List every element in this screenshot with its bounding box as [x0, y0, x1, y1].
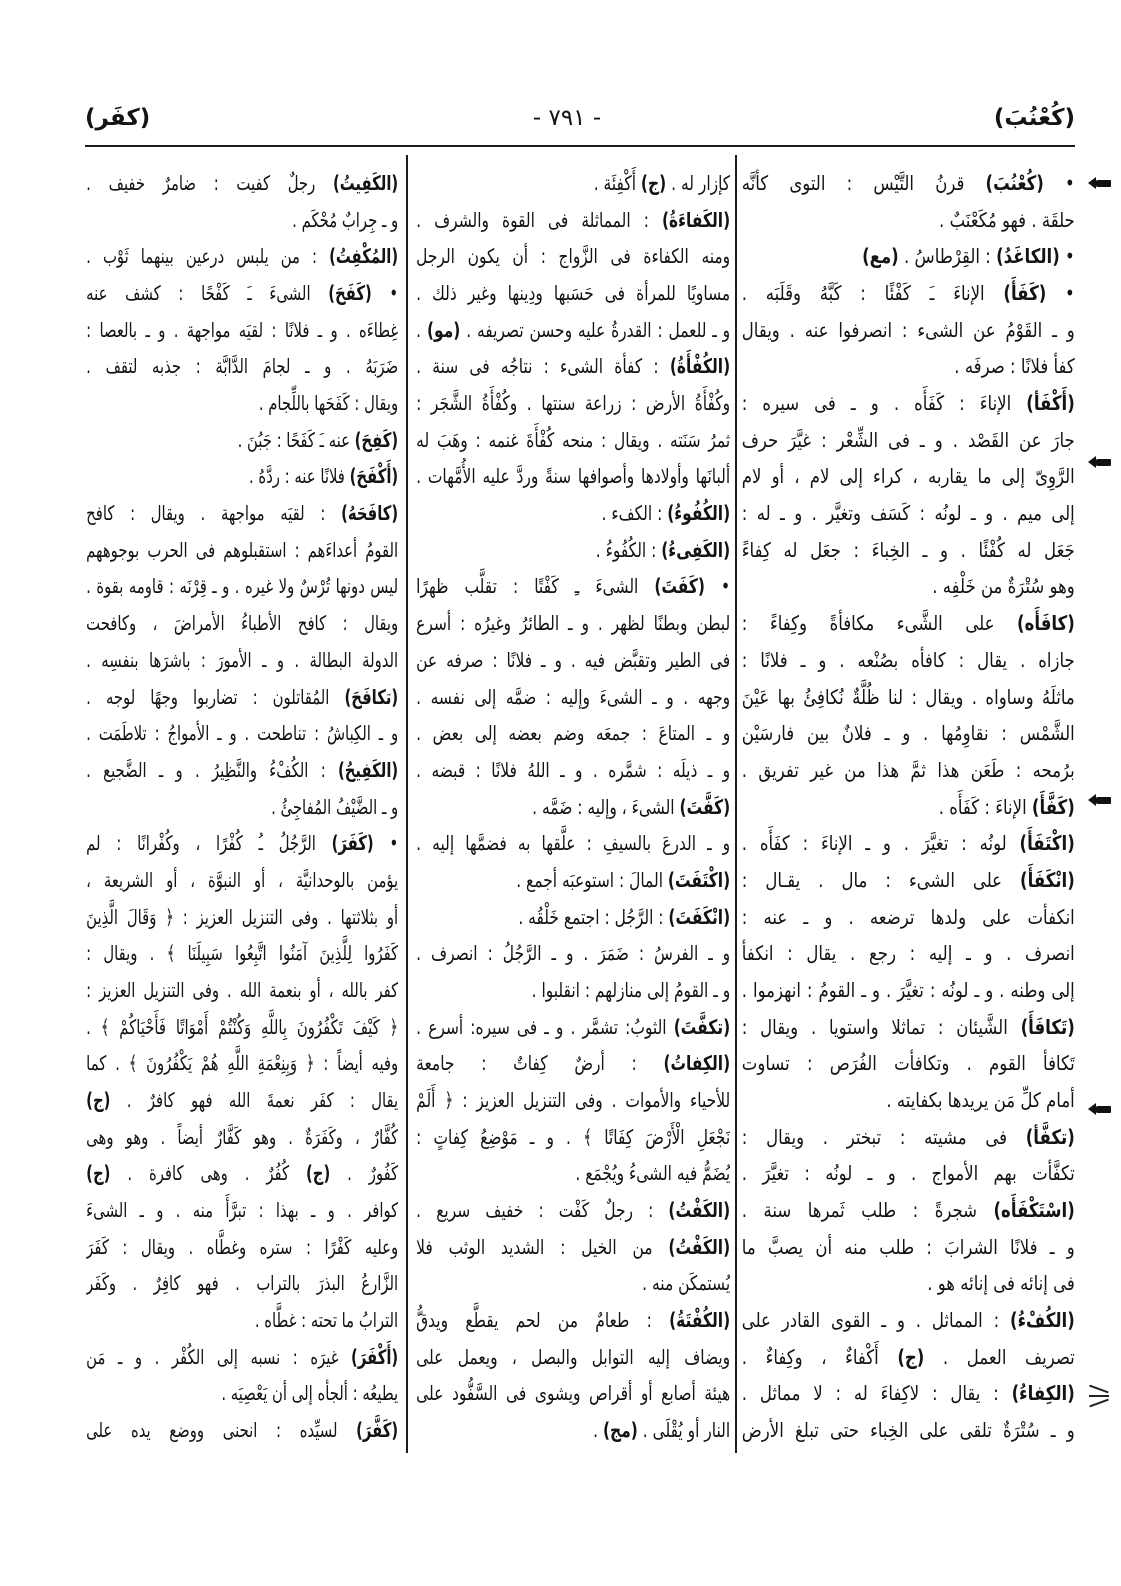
- right-column-line: (اكْتَفَأَ) لونُه : تغيَّرَ . و ـ الإناءَ : كفَأَه .: [742, 831, 1075, 856]
- middle-column-line: و ـ الفرسُ : ضَمَرَ . و ـ الرَّجُلُ : انصرف .: [416, 941, 730, 966]
- headword: (الكَفِىءُ): [661, 537, 730, 562]
- right-column-line: • (كَفَأَ) الإناءَ ـَ كَفْئًا : كَبَّهُ وقَلَبَه .: [742, 281, 1075, 306]
- right-column-line: فى إنائه فى إنائه هو .: [927, 1271, 1075, 1296]
- middle-column-line: مساويًا للمرأة فى حَسَبها ودِينها وغير ذلك .: [416, 281, 730, 306]
- headword: (الكِفاتُ): [663, 1051, 730, 1076]
- middle-column-line: لبطن وبطنًا لظهر . و ـ الطائرُ وغيرُه : أسرع: [416, 611, 730, 636]
- right-column-line: • (كُعْنُبَ) قرنُ التَّيْس : التوى كأنَّه: [742, 171, 1075, 195]
- headword: (تكفَّتَ): [673, 1014, 730, 1039]
- headword: (أَكْفَرَ): [350, 1344, 398, 1369]
- right-column-line: إلى ميم . و ـ لونُه : كَسَف وتغيَّر . و ـ له :: [742, 501, 1075, 526]
- headword: (كَفَّأَ): [1032, 794, 1075, 819]
- right-column-line: (كافَأَه) على الشَّىء مكافأةً وكِفاءً :: [742, 611, 1075, 636]
- headword: (كافَحَهُ): [340, 501, 398, 526]
- left-column-line: (الكَفِيحُ) : الكُفْءُ والنَّظِيرُ . و ـ الضَّجيع .: [86, 757, 398, 782]
- right-column-line: أمام كلِّ مَن يريدها بكفايته .: [886, 1088, 1075, 1112]
- right-column-line: (انْكَفَأَ) على الشىء : مال . يقـال :: [742, 867, 1075, 892]
- left-column-line: ﴿ كَيْفَ تَكْفُرُونَ بِاللَّهِ وَكُنْتُمْ أَمْوَاتًا فَأَحْيَاكُمْ ﴾ .: [86, 1014, 398, 1039]
- left-column-line: (كَفَّرَ) لسيِّده : انحنى ووضع يده على: [86, 1418, 398, 1443]
- right-column-line: (تكفَّأ) فى مشيته : تبختر . ويقال :: [742, 1124, 1075, 1149]
- middle-column-line: (كَفَّتَ) الشىءَ ، وإليه : ضَمَّه .: [532, 794, 730, 819]
- column-divider-right: [735, 155, 737, 1453]
- right-column-line: إلى وطنه . و ـ لونُه : تغيَّرَ . و ـ القومُ : انهزموا .: [742, 977, 1075, 1002]
- right-column-line: جازاه . يقال : كافأه بصُنْعه . و ـ فلانًا :: [742, 647, 1075, 672]
- headword: (اكْتَفَتَ): [667, 867, 730, 892]
- left-column-line: ليس دونها تُرْسٌ ولا غيره . و ـ قِرْنَه : قاومه بقوة .: [86, 574, 398, 599]
- middle-column-line: (الكُفْأَةُ) : كفأة الشىء : نتاجُه فى سنة .: [416, 354, 730, 379]
- right-column-line: وهو سُتْرَةٌ من خَلْفِه .: [932, 574, 1075, 599]
- headword: (كَفِحَ): [354, 427, 398, 452]
- right-column-line: ماثلَهُ وساواه . ويقال : لنا ظُلَّةٌ نُكافِئُ بها عَيْنَ: [742, 684, 1075, 709]
- headword: (اسْتَكْفَأَه): [993, 1198, 1075, 1223]
- right-column-line: (كَفَّأَ) الإناءَ : كَفَأَه .: [938, 794, 1075, 819]
- running-head-last-entry: (كفَر): [85, 105, 151, 131]
- headword: (مو): [426, 317, 461, 342]
- headword: (كَفَأَ): [1003, 281, 1047, 306]
- middle-column-line: (الكُفُوءُ) : الكفء .: [601, 501, 730, 526]
- column-left: [86, 165, 398, 1449]
- right-column-line: تكفَّأت بهم الأمواج . و ـ لونُه : تغيَّرَ .: [742, 1161, 1075, 1186]
- right-column-line: و ـ فلانًا الشرابَ : طلب منه أن يصبَّ ما: [742, 1234, 1075, 1259]
- page-number: - ٧٩١ -: [532, 105, 602, 131]
- middle-column-line: للأحياء والأموات . وفى التنزيل العزيز : ﴿ أَلَمْ: [416, 1088, 730, 1112]
- left-column-line: (أَكْفَحَ) فلانًا عنه : ردَّهُ .: [248, 464, 398, 489]
- headword: (ج): [640, 171, 667, 195]
- middle-column-line: (الكَفِىءُ) : الكُفُوءُ .: [595, 537, 730, 562]
- left-column-line: كَفَرُوا لِلَّذِينَ آمَنُوا اتَّبِعُوا سَبِيلَنَا ﴾ . ويقال :: [86, 941, 398, 966]
- headword: (الكَفِيحُ): [337, 757, 398, 782]
- headword: (الكُفْءُ): [1010, 1308, 1075, 1333]
- right-column-line: كفأ فلانًا : صرفَه .: [954, 354, 1075, 379]
- right-column-line: برُمحه : طَعَن هذا ثمَّ هذا من غير تفريق .: [742, 757, 1075, 782]
- headword: (ج): [897, 1344, 925, 1369]
- headword: (كُعْنُبَ): [985, 171, 1045, 195]
- left-column-line: الزَّارعُ البذرَ بالتراب . فهو كافِرٌ . وكَفَر: [86, 1271, 398, 1296]
- left-column-line: و ـ الضَّيْفُ المُفاجِئُ .: [270, 794, 398, 819]
- left-column-line: وعليه كَفْرًا : ستره وغطَّاه . ويقال : كَفَرَ: [86, 1234, 398, 1259]
- middle-column-line: (الكِفاتُ) : أرضٌ كِفاتٌ : جامعة: [416, 1051, 730, 1076]
- middle-column-line: و ـ ذيلَه : شمَّره . و ـ اللهُ فلانًا : قبضه .: [416, 757, 730, 782]
- left-column-line: (كافَحَهُ) : لقيَه مواجهة . ويقال : كافح: [86, 501, 398, 526]
- left-column-line: غِطاءَه . و ـ فلانًا : لقيَه مواجهة . و ـ بالعصا :: [86, 317, 398, 342]
- right-column-line: انكفأت على ولدها ترضعه . و ـ عنه :: [742, 904, 1075, 929]
- left-column-line: • (كَفَحَ) الشىءَ ـَ كَفْحًا : كشف عنه: [86, 281, 398, 306]
- middle-column-line: يُستمكَن منه .: [642, 1271, 730, 1296]
- headword: (كَفَحَ): [328, 281, 372, 306]
- headword: (الكُفُوءُ): [667, 501, 730, 526]
- headword: (ج): [86, 1161, 111, 1186]
- left-column-line: كُفَّارٌ ، وكَفَرَةٌ . وهو كَفَّارٌ أيضاً . وهو وهى: [86, 1124, 398, 1149]
- header-rule: [85, 145, 1075, 147]
- middle-column-line: و ـ القومُ إلى منازلهم : انقلبوا .: [531, 977, 730, 1002]
- middle-column-line: وجهه . و ـ الشىءَ وإليه : ضمَّه إلى نفسه .: [416, 684, 730, 709]
- left-column-line: القومُ أعداءَهم : استقبلوهم فى الحرب بوجوههم: [86, 537, 398, 562]
- margin-bracket-mark: [1089, 1385, 1109, 1405]
- headword: (الكَفِيتُ): [332, 171, 398, 195]
- left-column-line: كوافر . و ـ بهذا : تبرَّأَ منه . و ـ الشىءَ: [86, 1198, 398, 1223]
- headword: (الكاغَدُ): [996, 244, 1060, 269]
- headword: (تَكافَأَ): [1020, 1014, 1075, 1039]
- headword: (تكافَحَ): [344, 684, 398, 709]
- middle-column-line: ويضاف إليه التوابل والبصل ، ويعمل على: [416, 1344, 730, 1369]
- left-column-line: كفر بالله ، أو بنعمة الله . وفى التنزيل العزيز :: [86, 977, 398, 1002]
- middle-column-line: (اكْتَفَتَ) المالَ : استوعبَه أجمع .: [516, 867, 730, 892]
- middle-column-line: هيئة أصابع أو أقراص ويشوى فى السَّفُّود على: [416, 1381, 730, 1406]
- margin-mark: [1095, 797, 1111, 804]
- headword: (الكَفْتُ): [668, 1198, 730, 1223]
- right-column-line: (الكُفْءُ) : المماثل . و ـ القوى القادر على: [742, 1308, 1075, 1333]
- left-column-line: كَفُورٌ . (ج) كُفُرٌ . وهى كافرة . (ج): [86, 1161, 398, 1186]
- headword: (كافَأَه): [1017, 611, 1075, 636]
- left-column-line: (أَكْفَرَ) غيرَه : نسبه إلى الكُفْر . و ـ مَن: [86, 1344, 398, 1369]
- right-column-line: جَعَل له كُفْئًا . و ـ الخِباءَ : جعَل له كِفاءً: [742, 537, 1075, 562]
- column-middle: [416, 165, 730, 1449]
- right-column-line: الرَّوِىّ إلى ما يقاربه ، كراء إلى لام ، أو لام: [742, 464, 1075, 489]
- right-column-line: (تَكافَأَ) الشَّيئان : تماثلا واستويا . ويقال :: [742, 1014, 1075, 1039]
- right-column-line: (اسْتَكْفَأَه) شجرةً : طلب ثَمرها سنة .: [742, 1198, 1075, 1223]
- middle-column-line: (تكفَّتَ) الثوبُ: تشمَّر . و ـ فى سيره: أسرع .: [416, 1014, 730, 1039]
- left-column-line: ويقال : كافح الأطباءُ الأمراضَ ، وكافحت: [86, 611, 398, 636]
- left-column-line: الترابُ ما تحته : غطَّاه .: [254, 1308, 398, 1333]
- left-column-line: • (كَفَرَ) الرَّجُلُ ـُ كُفْرًا ، وكُفْرانًا : لم: [86, 831, 398, 856]
- right-column-line: و ـ القَوْمُ عن الشىء : انصرفوا عنه . ويقال: [742, 317, 1075, 342]
- middle-column-line: وكُفْأَةُ الأرض : زراعة سنتها . وكُفْأَةُ الشَّجَر :: [416, 391, 730, 416]
- headword: (ج): [305, 1161, 331, 1186]
- column-right: [742, 165, 1075, 1449]
- right-column-line: تصريف العمل . (ج) أَكْفاءٌ ، وكِفاءٌ .: [742, 1344, 1075, 1369]
- left-column-line: (تكافَحَ) المُقاتلون : تضاربوا وجهًا لوجه .: [86, 684, 398, 709]
- right-column-line: (الكِفاءُ) : يقال : لاكِفاءَ له : لا مماثل .: [742, 1381, 1075, 1406]
- column-divider-left: [406, 155, 408, 1453]
- middle-column-line: (الكَفاءَةُ) : المماثلة فى القوة والشرف .: [416, 207, 730, 232]
- headword: (مع): [862, 244, 899, 269]
- headword: (ج): [86, 1088, 111, 1112]
- headword: (تكفَّأ): [1025, 1124, 1075, 1149]
- headword: (أَكْفَحَ): [349, 464, 398, 489]
- margin-mark: [1095, 1106, 1111, 1113]
- headword: (الكُفْأَةُ): [669, 354, 730, 379]
- middle-column-line: • (كَفَتَ) الشىءَ ـِ كَفْتًا : تقلَّب ظهرًا: [416, 574, 730, 599]
- right-column-line: • (الكاغَدُ) : القِرْطاسُ . (مع): [862, 244, 1075, 269]
- left-column-line: يطيعُه : ألجأه إلى أن يَعْصِيَه .: [221, 1381, 398, 1406]
- headword: (كَفَّتَ): [679, 794, 730, 819]
- left-column-line: الدولة البطالة . و ـ الأمورَ : باشرَها بنفسِه .: [86, 647, 398, 672]
- middle-column-line: (الكُفْتَةُ) : طعامٌ من لحم يقطَّع ويدقُّ: [416, 1308, 730, 1333]
- left-column-line: أو بثلاثتها . وفى التنزيل العزيز : ﴿ وَقَالَ الَّذِينَ: [86, 904, 398, 929]
- middle-column-line: و ـ المتاعَ : جمعَه وضم بعضه إلى بعض .: [416, 721, 730, 746]
- right-column-line: حلقَة . فهو مُكَعْنَبٌ .: [939, 207, 1075, 232]
- headword: (الكُفْتَةُ): [668, 1308, 730, 1333]
- headword: (انْكَفَتَ): [668, 904, 730, 929]
- middle-column-line: و ـ للعمل : القدرةُ عليه وحسن تصريفه . (مو) .: [416, 317, 730, 342]
- headword: (كَفَّرَ): [355, 1418, 398, 1443]
- middle-column-line: (الكَفْتُ) من الخيل : الشديد الوثب فلا: [416, 1234, 730, 1259]
- headword: (أَكْفَأ): [1026, 391, 1075, 416]
- left-column-line: ويقال : كَفَحَها باللِّجام .: [258, 391, 398, 416]
- middle-column-line: ألبانَها وأولادها وأصوافها سنةً وردَّ عليه الأُمَّهات .: [416, 464, 730, 489]
- right-column-line: و ـ سُتْرَةٌ تلقى على الخِباء حتى تبلغ الأرض: [742, 1418, 1075, 1443]
- middle-column-line: فى الطير وتقبَّض فيه . و ـ فلانًا : صرفه عن: [416, 647, 730, 672]
- headword: (الكَفْتُ): [668, 1234, 730, 1259]
- middle-column-line: نَجْعَلِ الْأَرْضَ كِفَاتًا ﴾ . و ـ مَوْضِعُ كِفاتٍ :: [416, 1124, 730, 1149]
- left-column-line: و ـ الكِباشُ : تناطحت . و ـ الأمواجُ : تلاطَمَت .: [86, 721, 398, 746]
- middle-column-line: و ـ الدرعَ بالسيفِ : علَّقها به فضمَّها إليه .: [416, 831, 730, 856]
- left-column-line: وفيه أيضاً : ﴿ وَبِنِعْمَةِ اللَّهِ هُمْ يَكْفُرُونَ ﴾ . كما: [86, 1051, 398, 1076]
- running-head-first-entry: (كُعْنُبَ): [993, 105, 1075, 131]
- left-column-line: ضَرَبَهُ . و ـ لجامَ الدَّابَّة : جذبه لتقف .: [86, 354, 398, 379]
- middle-column-line: النار أو يُقْلَى . (مج) .: [592, 1418, 730, 1443]
- right-column-line: (أَكْفَأ) الإناءَ : كَفَأَه . و ـ فى سيره :: [742, 391, 1075, 416]
- headword: (الكِفاءُ): [1011, 1381, 1075, 1406]
- middle-column-line: كإزار له . (ج) أَكْفِئَة .: [593, 171, 730, 195]
- right-column-line: جارَ عن القَصْد . و ـ فى الشِّعْر : غيَّرَ حرف: [742, 427, 1075, 452]
- left-column-line: (المُكْفِتُ) : من يلبس درعين بينهما ثَوْب .: [86, 244, 398, 269]
- headword: (الكَفاءَةُ): [661, 207, 730, 232]
- right-column-line: تَكافأ القوم . وتكافأت الفُرَص : تساوت: [742, 1051, 1075, 1076]
- headword: (انْكَفَأَ): [1020, 867, 1075, 892]
- left-column-line: و ـ جِرابٌ مُحْكَم .: [292, 207, 398, 232]
- middle-column-line: ومنه الكفاءة فى الزَّواج : أن يكون الرجل: [416, 244, 730, 269]
- headword: (المُكْفِتُ): [328, 244, 398, 269]
- right-column-line: انصرف . و ـ إليه : رجع . يقال : انكفأ: [742, 941, 1075, 966]
- headword: (اكْتَفَأَ): [1019, 831, 1075, 856]
- right-column-line: الشَّمْس : نقاوِمُها . و ـ فلانٌ بين فارسَيْن: [742, 721, 1075, 746]
- left-column-line: يقال : كفَر نعمةَ الله فهو كافرٌ . (ج): [86, 1088, 398, 1112]
- margin-mark: [1095, 180, 1111, 187]
- headword: (كَفَتَ): [654, 574, 705, 599]
- middle-column-line: (الكَفْتُ) : رجلٌ كَفْت : خفيف سريع .: [416, 1198, 730, 1223]
- middle-column-line: (انْكَفَتَ) : الرَّجُل : اجتمع خَلْقُه .: [518, 904, 730, 929]
- headword: (كَفَرَ): [331, 831, 374, 856]
- left-column-line: (كَفِحَ) عنه ـَ كَفَحًا : جَبُنَ .: [237, 427, 398, 452]
- left-column-line: (الكَفِيتُ) رجلٌ كفيت : ضامرٌ خفيف .: [86, 171, 398, 195]
- margin-mark: [1095, 459, 1111, 466]
- middle-column-line: ثمرُ سَنَته . ويقال : منحه كُفْأَةَ غنمه : وهَبَ له: [416, 427, 730, 452]
- headword: (مج): [602, 1418, 638, 1443]
- middle-column-line: يُضَمُّ فيه الشىءُ ويُجْمَع .: [575, 1161, 730, 1186]
- left-column-line: يؤمن بالوحدانيَّة ، أو النبوَّة ، أو الشريعة ،: [86, 867, 398, 892]
